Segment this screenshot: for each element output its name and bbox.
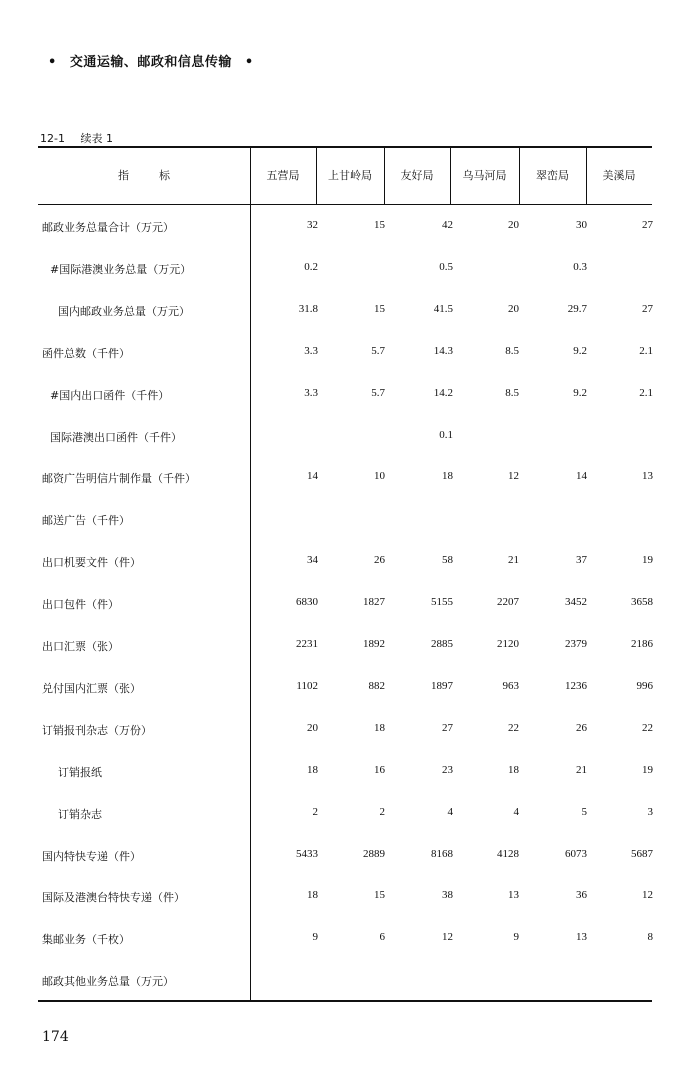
table-cell: 19 (642, 554, 653, 567)
table-cell: 5 (581, 805, 587, 818)
row-label: 国际及港澳台特快专递（件） (42, 891, 185, 905)
column-header: 五营局 (266, 169, 300, 182)
table-cell: 5433 (296, 847, 318, 860)
column-header: 乌马河局 (462, 169, 507, 182)
table-cell: 14.3 (433, 344, 453, 357)
table-cell: 9.2 (573, 386, 587, 399)
row-label: 出口汇票（张） (42, 640, 119, 653)
table-cell: 12 (508, 470, 519, 483)
table-cell: 963 (502, 679, 519, 692)
table-cell: 27 (442, 721, 453, 734)
table-cell: 1102 (296, 679, 318, 692)
table-cell: 5.7 (371, 386, 385, 399)
table-cell: 1897 (431, 679, 453, 692)
table-cell: 2.1 (639, 386, 653, 399)
table-cell: 19 (642, 763, 653, 776)
column-header: 美溪局 (602, 169, 636, 182)
table-cell: 15 (374, 302, 385, 315)
row-label: 订销报纸 (58, 765, 102, 779)
table-cell: 2379 (565, 638, 587, 650)
table-cell: 1827 (363, 596, 385, 609)
table-cell: 27 (642, 302, 653, 315)
table-cell: 13 (508, 889, 519, 902)
stub-header-char: 标 (159, 169, 170, 182)
chapter-title: 交通运输、邮政和信息传输 (69, 55, 232, 70)
row-label: 国际港澳出口函件（千件） (50, 430, 182, 444)
table-caption (40, 130, 113, 146)
bullet-left: • (48, 55, 57, 70)
table-cell: 31.8 (298, 302, 318, 315)
table-cell: 15 (374, 889, 385, 902)
table-cell: 3.3 (304, 344, 318, 357)
table-cell: 6 (379, 931, 385, 944)
table-cell: 6073 (565, 847, 587, 860)
table-cell: 27 (642, 219, 653, 231)
table-cell: 2 (379, 805, 385, 818)
table-cell: 8168 (431, 847, 453, 860)
table-cell: 12 (642, 889, 653, 902)
table-cell: 0.1 (439, 428, 453, 441)
table-cell: 8.5 (505, 386, 519, 399)
row-label: 订销报刊杂志（万份） (42, 723, 152, 737)
table-cell: 14 (576, 470, 587, 483)
table-cell: 3 (647, 805, 653, 818)
table-cell: 38 (442, 889, 453, 902)
row-label: 集邮业务（千枚） (42, 933, 130, 947)
table-cell: 1892 (363, 638, 385, 650)
row-label: 出口包件（件） (42, 598, 119, 612)
table-cell: 20 (508, 219, 519, 231)
row-label: 邮政业务总量合计（万元） (42, 221, 174, 234)
table-cell: 4 (447, 805, 453, 818)
table-cell: 22 (508, 721, 519, 734)
stub-header (38, 146, 250, 204)
table-cell: 13 (642, 470, 653, 483)
row-label: 函件总数（千件） (42, 346, 130, 360)
table-number: 12-1 (40, 132, 65, 145)
table-cell: 21 (508, 554, 519, 567)
table-cell: 10 (374, 470, 385, 483)
table-cell: 14 (307, 470, 318, 483)
row-label: 国内特快专递（件） (42, 849, 141, 863)
table-cell: 15 (374, 219, 385, 231)
header-bottom-rule (38, 204, 652, 205)
table-cell: 16 (374, 763, 385, 776)
table-cell: 22 (642, 721, 653, 734)
page-number: 174 (42, 1029, 69, 1045)
table-cell: 9 (513, 931, 519, 944)
table-cell: 5155 (431, 596, 453, 609)
column-header: 友好局 (400, 169, 434, 182)
table-cell: 3658 (631, 596, 653, 609)
table-cell: 12 (442, 931, 453, 944)
table-cell: 18 (508, 763, 519, 776)
table-cell: 8 (647, 931, 653, 944)
table-cell: 9.2 (573, 344, 587, 357)
table-cell: 21 (576, 763, 587, 776)
table-cell: 5.7 (371, 344, 385, 357)
table-cell: 34 (307, 554, 318, 567)
table-cell: 18 (442, 470, 453, 483)
table-cell: 13 (576, 931, 587, 944)
stub-header-char: 指 (118, 169, 129, 182)
table-cell: 3452 (565, 596, 587, 609)
table-cell: 18 (307, 889, 318, 902)
table-cell: 41.5 (433, 302, 453, 315)
table-cell: 9 (312, 931, 318, 944)
table-cell: 30 (576, 219, 587, 231)
table-cell: 5687 (631, 847, 653, 860)
table-cell: 58 (442, 554, 453, 567)
table-cell: 23 (442, 763, 453, 776)
table-cell: 1236 (565, 679, 587, 692)
table-cell: 18 (307, 763, 318, 776)
table-cell: 18 (374, 721, 385, 734)
chapter-header (40, 51, 262, 70)
table-cell: 2186 (631, 638, 653, 650)
table-cell: 2120 (497, 638, 519, 650)
table-cell: 2889 (363, 847, 385, 860)
table-cell: 20 (307, 721, 318, 734)
row-label: 国内邮政业务总量（万元） (58, 304, 190, 318)
stub-divider (250, 146, 251, 1000)
row-label: 出口机要文件（件） (42, 556, 141, 570)
row-label: #国内出口函件（千件） (50, 388, 170, 402)
table-cell: 6830 (296, 596, 318, 609)
bullet-right: • (244, 55, 254, 70)
row-label: 邮资广告明信片制作量（千件） (42, 472, 196, 486)
table-cell: 3.3 (304, 386, 318, 399)
column-header: 翠峦局 (536, 169, 569, 182)
table-cell: 26 (374, 554, 385, 567)
table-cell: 996 (636, 679, 653, 692)
table-cell: 14.2 (433, 386, 453, 399)
table-continuation: 续表 1 (80, 132, 113, 145)
row-label: #国际港澳业务总量（万元） (50, 262, 192, 276)
row-label: 邮送广告（千件） (42, 514, 130, 528)
column-header: 上甘岭局 (328, 169, 372, 182)
table-cell: 2 (312, 805, 318, 818)
table-cell: 8.5 (505, 344, 519, 357)
table-bottom-rule (38, 1000, 652, 1002)
table-cell: 36 (576, 889, 587, 902)
table-cell: 0.3 (573, 260, 587, 273)
table-cell: 4 (513, 805, 519, 818)
table-cell: 0.5 (439, 260, 453, 273)
table-cell: 29.7 (567, 302, 587, 315)
row-label: 邮政其他业务总量（万元） (42, 975, 174, 989)
table-cell: 42 (442, 219, 453, 231)
table-cell: 20 (508, 302, 519, 315)
table-cell: 2231 (296, 638, 318, 650)
row-label: 订销杂志 (58, 807, 102, 821)
table-cell: 37 (576, 554, 587, 567)
table-cell: 0.2 (304, 260, 318, 273)
table-cell: 26 (576, 721, 587, 734)
table-cell: 2885 (431, 638, 453, 650)
row-label: 兑付国内汇票（张） (42, 681, 141, 695)
table-cell: 2207 (497, 596, 519, 609)
table-cell: 882 (368, 679, 385, 692)
table-cell: 32 (307, 219, 318, 231)
table-cell: 4128 (497, 847, 519, 860)
table-cell: 2.1 (639, 344, 653, 357)
